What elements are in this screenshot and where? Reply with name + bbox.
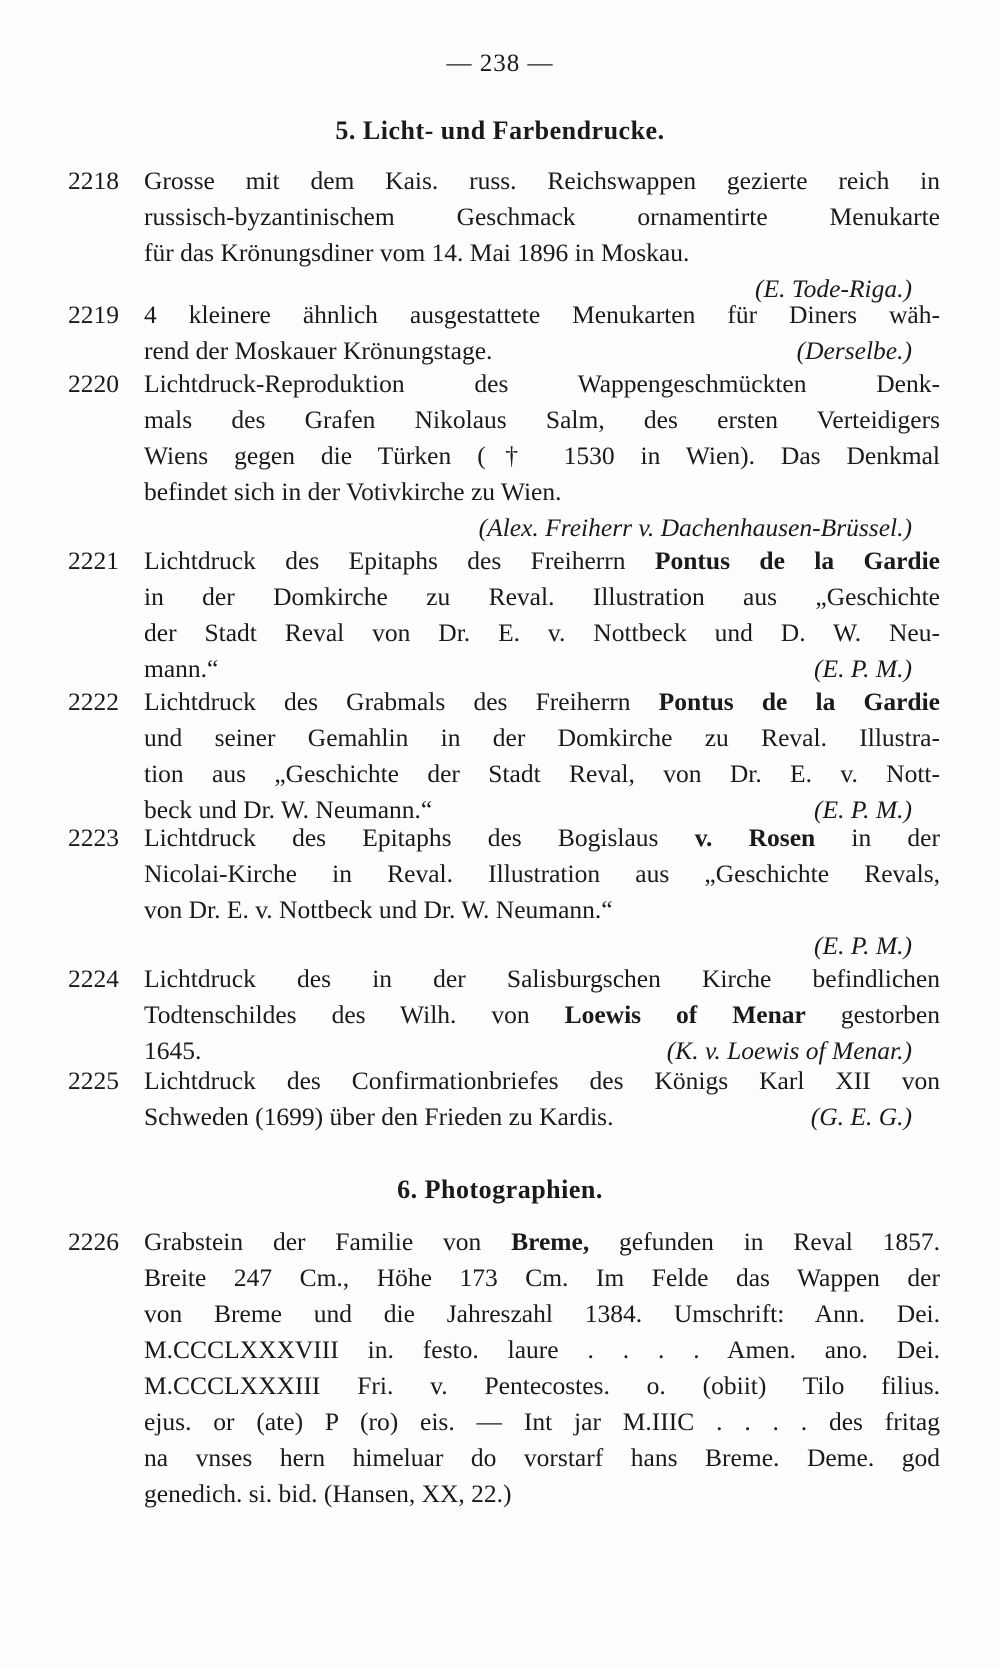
entry-text-line: ejus. or (ate) P (ro) eis. — Int jar M.IIIC . . . . des fritag	[144, 1407, 940, 1436]
entry-text-line: Todtenschildes des Wilh. von Loewis of Menar gestorben	[144, 1000, 940, 1029]
entry-number: 2225	[68, 1066, 119, 1095]
entry-text-line: rend der Moskauer Krönungstage. (Derselbe.)	[144, 333, 940, 369]
entry-text-line: befindet sich in der Votivkirche zu Wien.	[144, 477, 562, 506]
entry-source: (E. P. M.)	[814, 931, 912, 960]
person-name: Loewis of Menar	[564, 1000, 806, 1029]
section-heading-licht-und-farbendrucke: 5. Licht- und Farbendrucke.	[335, 116, 665, 145]
entry-text-line: 1645. (K. v. Loewis of Menar.)	[144, 1033, 940, 1069]
entry-number: 2223	[68, 823, 119, 852]
entry-text-line: Lichtdruck des Confirmationbriefes des Königs Karl XII von	[144, 1066, 940, 1095]
entry-source: (G. E. G.)	[810, 1102, 912, 1131]
entry-text-line: Grosse mit dem Kais. russ. Reichswappen gezierte reich in	[144, 166, 940, 195]
entry-source: (E. Tode-Riga.)	[755, 274, 912, 303]
entry-number: 2220	[68, 369, 119, 398]
entry-text-line: von Breme und die Jahreszahl 1384. Umschrift: Ann. Dei.	[144, 1299, 940, 1328]
entry-number: 2224	[68, 964, 119, 993]
entry-text-line: 4 kleinere ähnlich ausgestattete Menukarten für Diners wäh-	[144, 300, 940, 329]
entry-text-line: russisch-byzantinischem Geschmack ornamentirte Menukarte	[144, 202, 940, 231]
entry-text-line: genedich. si. bid. (Hansen, XX, 22.)	[144, 1479, 512, 1508]
entry-text-line: beck und Dr. W. Neumann.“ (E. P. M.)	[144, 792, 940, 828]
entry-text-line: Wiens gegen die Türken († 1530 in Wien). Das Denkmal	[144, 441, 940, 470]
person-name: Pontus de la Gardie	[654, 546, 940, 575]
entry-number: 2221	[68, 546, 119, 575]
entry-text-line: Grabstein der Familie von Breme, gefunden in Reval 1857.	[144, 1227, 940, 1256]
section-heading-photographien: 6. Photographien.	[397, 1175, 603, 1204]
entry-source: (Alex. Freiherr v. Dachenhausen-Brüssel.)	[478, 513, 912, 542]
entry-number: 2219	[68, 300, 119, 329]
entry-text-line: Lichtdruck des Grabmals des Freiherrn Pontus de la Gardie	[144, 687, 940, 716]
family-name: Breme,	[511, 1227, 590, 1256]
entry-number: 2218	[68, 166, 119, 195]
entry-text-line: der Stadt Reval von Dr. E. v. Nottbeck und D. W. Neu-	[144, 618, 940, 647]
entry-text-line: mann.“ (E. P. M.)	[144, 651, 940, 687]
page-number: — 238 —	[446, 50, 554, 77]
entry-text-line: Schweden (1699) über den Frieden zu Kardis. (G. E. G.)	[144, 1099, 940, 1135]
entry-source: (K. v. Loewis of Menar.)	[666, 1036, 912, 1065]
entry-text-line: M.CCCLXXXVIII in. festo. laure . . . . Amen. ano. Dei.	[144, 1335, 940, 1364]
entry-text-line: Lichtdruck des Epitaphs des Freiherrn Pontus de la Gardie	[144, 546, 940, 575]
entry-source: (E. P. M.)	[814, 795, 912, 824]
entry-number: 2222	[68, 687, 119, 716]
entry-text-line: Nicolai-Kirche in Reval. Illustration aus „Geschichte Revals,	[144, 859, 940, 888]
entry-text-line: tion aus „Geschichte der Stadt Reval, von Dr. E. v. Nott-	[144, 759, 940, 788]
entry-source: (E. P. M.)	[814, 654, 912, 683]
entry-text-line: M.CCCLXXXIII Fri. v. Pentecostes. o. (obiit) Tilo filius.	[144, 1371, 940, 1400]
entry-text-line: Lichtdruck-Reproduktion des Wappengeschmückten Denk-	[144, 369, 940, 398]
entry-text-line: Lichtdruck des in der Salisburgschen Kirche befindlichen	[144, 964, 940, 993]
entry-source: (Derselbe.)	[796, 336, 912, 365]
entry-text-line: Lichtdruck des Epitaphs des Bogislaus v. Rosen in der	[144, 823, 940, 852]
entry-number: 2226	[68, 1227, 119, 1256]
entry-text-line: von Dr. E. v. Nottbeck und Dr. W. Neumann.“	[144, 895, 613, 924]
person-name: v. Rosen	[694, 823, 816, 852]
person-name: Pontus de la Gardie	[658, 687, 940, 716]
entry-text-line: und seiner Gemahlin in der Domkirche zu Reval. Illustra-	[144, 723, 940, 752]
entry-text-line: Breite 247 Cm., Höhe 173 Cm. Im Felde das Wappen der	[144, 1263, 940, 1292]
entry-text-line: na vnses hern himeluar do vorstarf hans Breme. Deme. god	[144, 1443, 940, 1472]
entry-text-line: mals des Grafen Nikolaus Salm, des ersten Verteidigers	[144, 405, 940, 434]
entry-text-line: in der Domkirche zu Reval. Illustration aus „Geschichte	[144, 582, 940, 611]
entry-text-line: für das Krönungsdiner vom 14. Mai 1896 in Moskau.	[144, 238, 690, 267]
